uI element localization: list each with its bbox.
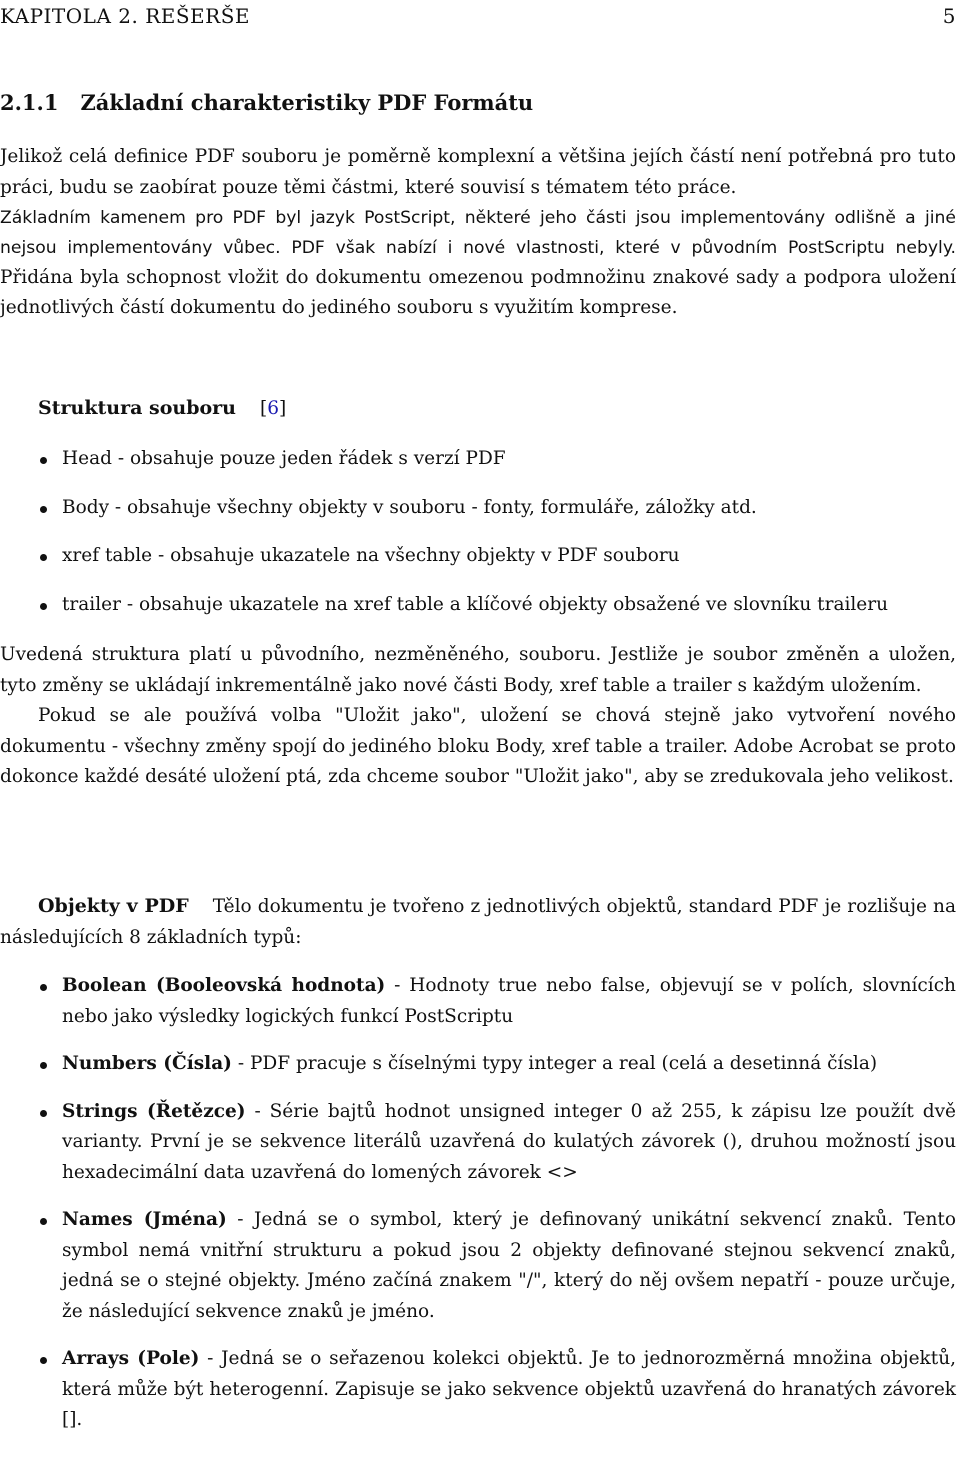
bullet-icon — [40, 554, 47, 561]
bullet-icon — [40, 1218, 47, 1225]
chapter-title: KAPITOLA 2. REŠERŠE — [0, 4, 251, 28]
bullet-icon — [40, 984, 47, 991]
intro-sentence-2: Základním kamenem pro PDF byl jazyk PostScript, některé jeho části jsou implementovány odlišně a jiné nejsou implementovány vůbec. PDF však nabízí i nové vlastnosti, které v původním PostScriptu nebyly. — [0, 208, 956, 258]
intro-paragraph — [0, 142, 956, 203]
citation[interactable]: [6] — [259, 398, 287, 419]
intro-block — [0, 142, 956, 323]
bullet-icon — [40, 1357, 47, 1364]
list-item: Head - obsahuje pouze jeden řádek s verzí PDF — [0, 444, 956, 475]
bullet-icon — [40, 457, 47, 464]
list-item: Body - obsahuje všechny objekty v souboru - fonty, formuláře, záložky atd. — [0, 493, 956, 524]
bullet-icon — [40, 1062, 47, 1069]
list-item: Boolean (Booleovská hodnota) - Hodnoty true nebo false, objevují se v polích, slovnících nebo jako výsledky logických funkcí PostScriptu — [0, 971, 956, 1032]
bullet-icon — [40, 603, 47, 610]
list-item: Names (Jména) - Jedná se o symbol, který je definovaný unikátní sekvencí znaků. Tento symbol nemá vnitřní strukturu a pokud jsou 2 objekty definované stejnou sekvencí znaků, jedná se o stejné objekty. Jméno začíná znakem "/", který do něj ovšem nepatří - pouze určuje, že následující sekvence znaků je jméno. — [0, 1205, 956, 1327]
objects-intro: Tělo dokumentu je tvořeno z jednotlivých objektů, standard PDF je rozlišuje na následujících 8 základních typů: — [0, 896, 956, 948]
intro-sentence-3: Přidána byla schopnost vložit do dokumentu omezenou podmnožinu znakové sady a podpora uložení jednotlivých částí dokumentu do jediného souboru s využitím komprese. — [0, 267, 956, 318]
section-heading — [0, 90, 533, 115]
bullet-icon — [40, 506, 47, 513]
objects-intro-block — [0, 891, 956, 953]
structure-note-1: Uvedená struktura platí u původního, nezměněného, souboru. Jestliže je soubor změněn a uložen, tyto změny se ukládají inkrementálně jako nové části Body, xref table a trailer s každým uložením. — [0, 644, 956, 696]
list-item: xref table - obsahuje ukazatele na všechny objekty v PDF souboru — [0, 541, 956, 572]
objects-title: Objekty v PDF — [38, 895, 189, 917]
section-title: Základní charakteristiky PDF Formátu — [80, 90, 534, 115]
section-number: 2.1.1 — [0, 90, 59, 115]
structure-heading-row — [0, 393, 956, 425]
list-item: Strings (Řetězce) - Série bajtů hodnot unsigned integer 0 až 255, k zápisu lze použít dvě varianty. První je se sekvence literálů uzavřená do kulatých závorek (), druhou možností jsou hexadecimální data uzavřená do lomených závorek <> — [0, 1097, 956, 1189]
running-header — [0, 4, 956, 28]
list-item: Arrays (Pole) - Jedná se o seřazenou kolekci objektů. Je to jednorozměrná množina objektů, která může být heterogenní. Zapisuje se jako sekvence objektů uzavřená do hranatých závorek []. — [0, 1344, 956, 1436]
intro-paragraph-sans — [0, 203, 956, 323]
citation-link[interactable]: 6 — [267, 398, 279, 419]
list-item: trailer - obsahuje ukazatele na xref table a klíčové objekty obsažené ve slovníku traileru — [0, 590, 956, 621]
structure-note-2: Pokud se ale používá volba "Uložit jako", uložení se chová stejně jako vytvoření nového dokumentu - všechny změny spojí do jediného bloku Body, xref table a trailer. Adobe Acrobat se proto dokonce každé desáté uložení ptá, zda chceme soubor "Uložit jako", aby se zredukovala jeho velikost. — [0, 705, 956, 787]
bullet-icon — [40, 1110, 47, 1117]
list-item: Numbers (Čísla) - PDF pracuje s číselnými typy integer a real (celá a desetinná čísla) — [0, 1049, 956, 1080]
page-number: 5 — [942, 4, 956, 28]
structure-title: Struktura souboru — [38, 397, 236, 419]
objects-list — [0, 971, 956, 1436]
structure-list — [0, 444, 956, 620]
intro-sentence-1: Jelikož celá definice PDF souboru je poměrně komplexní a většina jejích částí není potřebná pro tuto práci, budu se zaobírat pouze těmi částmi, které souvisí s tématem této práce. — [0, 146, 956, 198]
structure-notes — [0, 640, 956, 793]
